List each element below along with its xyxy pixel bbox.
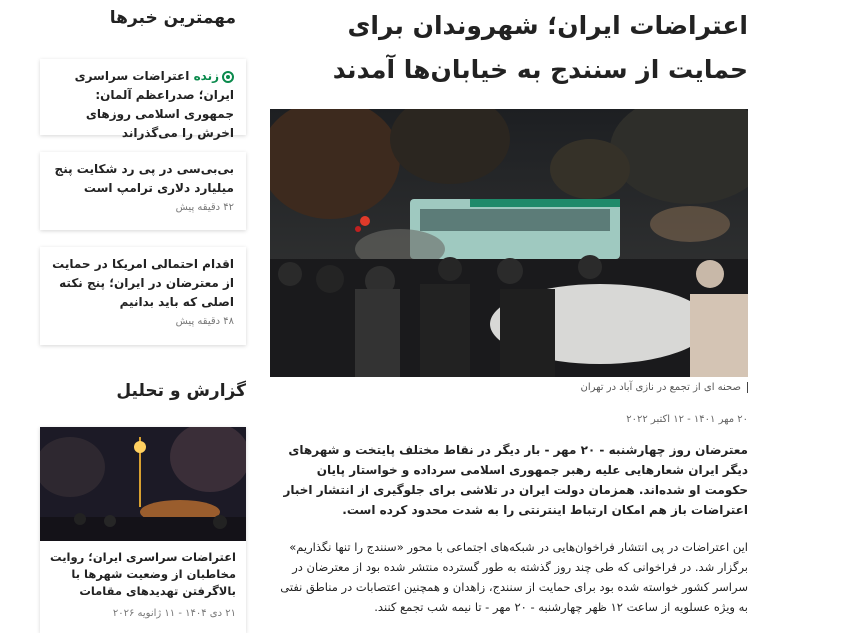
article-lead: معترضان روز چهارشنبه - ۲۰ مهر - بار دیگر در نقاط مختلف پایتخت و شهرهای دیگر ایران شعارهایی علیه رهبر جمهوری اسلامی سرداده و خواستار پایان حکومت او شده‌اند. همزمان دولت ایران در تلاشی برای جلوگیری از انتشار اخبار اعتراضات باز هم امکان ارتباط اینترنتی را به شدت محدود کرده است.: [283, 443, 748, 517]
news-item-1[interactable]: [40, 59, 246, 140]
top-news-heading: مهمترین خبرها: [109, 8, 236, 28]
article-photo: [270, 109, 748, 377]
image-caption-container: [270, 380, 748, 400]
news-item-time: ۴۸ دقیقه پیش: [175, 316, 234, 327]
article-body: این اعتراضات در پی انتشار فراخوان‌هایی در شبکه‌های اجتماعی با محور «سنندج را تنها نگذاریم» برگزار شد. در فراخوانی که طی چند روز گذشته به طور گسترده منتشر شده بود از معترضان در سراسر کشور خواسته شده بود برای حمایت از سنندج، زاهدان و همچنین اعتصابات در مناطق نفتی به ویژه عسلویه از ساعت ۱۲ ظهر چهارشنبه - ۲۰ مهر - تا نیمه شب تجمع کنند.: [280, 540, 748, 614]
analysis-heading: گزارش و تحلیل: [116, 381, 246, 401]
analysis-card-date: ۲۱ دی ۱۴۰۴ - ۱۱ ژانویه ۲۰۲۶: [112, 608, 236, 619]
article-date: ۲۰ مهر ۱۴۰۱ - ۱۲ اکتبر ۲۰۲۲: [626, 414, 748, 425]
image-caption: صحنه ای از تجمع در نازی آباد در تهران: [581, 382, 748, 393]
analysis-card-image[interactable]: [40, 427, 246, 541]
analysis-card[interactable]: [40, 427, 246, 633]
news-item-title: [50, 67, 234, 143]
news-item-title[interactable]: بی‌بی‌سی در پی رد شکایت پنج میلیارد دلاری ترامپ است: [54, 162, 234, 195]
news-item-title[interactable]: اقدام احتمالی امریکا در حمایت از معترضان در ایران؛ پنج نکته اصلی که باید بدانیم: [52, 257, 234, 309]
news-item-text[interactable]: اعتراضات سراسری ایران؛ صدراعظم آلمان: جمهوری اسلامی روزهای اخرش را می‌گذراند: [74, 69, 234, 140]
news-item-3[interactable]: [40, 247, 246, 345]
analysis-card-title[interactable]: اعتراضات سراسری ایران؛ روایت مخاطبان از وضعیت شهرها با بالاگرفتن تهدیدهای مقامات: [50, 550, 236, 598]
article-headline: اعتراضات ایران؛ شهروندان برای حمایت از سنندج به خیابان‌ها آمدند: [332, 11, 748, 84]
radio-dot-icon: [222, 71, 234, 83]
news-item-2[interactable]: [40, 152, 246, 230]
news-item-time: ۴۲ دقیقه پیش: [175, 202, 234, 213]
live-label: زنده: [193, 69, 219, 83]
